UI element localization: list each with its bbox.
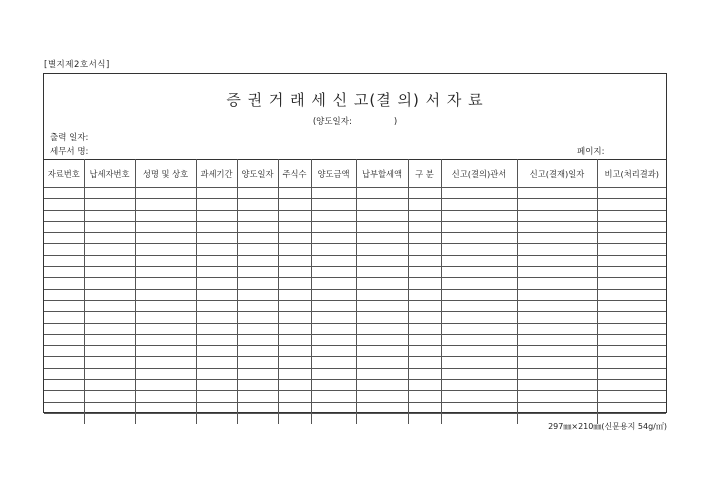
table-row xyxy=(44,188,666,199)
table-cell xyxy=(84,334,135,345)
table-cell xyxy=(408,346,441,357)
table-row xyxy=(44,323,666,334)
table-cell xyxy=(441,334,517,345)
table-cell xyxy=(408,289,441,300)
table-cell xyxy=(135,221,196,232)
table-cell xyxy=(44,233,84,244)
table-cell xyxy=(44,289,84,300)
table-cell xyxy=(135,255,196,266)
column-header: 주식수 xyxy=(278,160,311,188)
table-cell xyxy=(597,244,666,255)
table-cell xyxy=(237,233,278,244)
table-cell xyxy=(356,323,408,334)
table-cell xyxy=(408,300,441,311)
column-header: 양도일자 xyxy=(237,160,278,188)
table-cell xyxy=(441,300,517,311)
table-row xyxy=(44,244,666,255)
table-cell xyxy=(44,402,84,413)
table-cell xyxy=(135,210,196,221)
table-cell xyxy=(135,380,196,391)
table-cell xyxy=(408,188,441,199)
table-cell xyxy=(311,323,356,334)
form-title: 증 권 거 래 세 신 고(결 의) 서 자 료 xyxy=(226,91,484,109)
table-row xyxy=(44,278,666,289)
table-cell xyxy=(597,334,666,345)
table-cell xyxy=(196,380,237,391)
table-cell xyxy=(196,255,237,266)
table-cell xyxy=(278,402,311,413)
table-cell xyxy=(356,357,408,368)
table-cell xyxy=(278,210,311,221)
table-cell xyxy=(311,391,356,402)
table-cell xyxy=(44,255,84,266)
table-cell xyxy=(408,391,441,402)
table-cell xyxy=(597,188,666,199)
table-cell xyxy=(441,278,517,289)
table-cell xyxy=(196,244,237,255)
table-cell xyxy=(135,300,196,311)
table-cell xyxy=(311,334,356,345)
table-row xyxy=(44,357,666,368)
table-cell xyxy=(44,413,84,424)
table-cell xyxy=(237,380,278,391)
table-cell xyxy=(278,346,311,357)
table-cell xyxy=(278,188,311,199)
table-cell xyxy=(135,267,196,278)
table-cell xyxy=(44,210,84,221)
table-cell xyxy=(278,221,311,232)
table-cell xyxy=(237,300,278,311)
table-cell xyxy=(356,312,408,323)
table-cell xyxy=(408,255,441,266)
table-cell xyxy=(278,199,311,210)
table-cell xyxy=(135,346,196,357)
table-cell xyxy=(517,300,597,311)
table-cell xyxy=(441,391,517,402)
table-cell xyxy=(237,368,278,379)
table-cell xyxy=(196,188,237,199)
table-cell xyxy=(84,300,135,311)
table-cell xyxy=(311,312,356,323)
table-cell xyxy=(441,289,517,300)
table-cell xyxy=(441,233,517,244)
table-cell xyxy=(196,391,237,402)
table-cell xyxy=(44,244,84,255)
table-cell xyxy=(278,233,311,244)
table-cell xyxy=(196,334,237,345)
table-cell xyxy=(597,323,666,334)
table-cell xyxy=(311,346,356,357)
table-cell xyxy=(237,188,278,199)
table-cell xyxy=(135,413,196,424)
table-cell xyxy=(356,267,408,278)
table-cell xyxy=(441,267,517,278)
table-cell xyxy=(237,334,278,345)
table-cell xyxy=(84,368,135,379)
column-header: 자료번호 xyxy=(44,160,84,188)
table-cell xyxy=(44,267,84,278)
table-cell xyxy=(237,255,278,266)
table-cell xyxy=(408,413,441,424)
tax-office-label: 세무서 명: xyxy=(50,147,89,157)
table-cell xyxy=(311,188,356,199)
table-cell xyxy=(196,312,237,323)
table-cell xyxy=(196,233,237,244)
table-cell xyxy=(135,312,196,323)
table-cell xyxy=(517,402,597,413)
table-cell xyxy=(356,255,408,266)
table-row xyxy=(44,255,666,266)
table-cell xyxy=(408,267,441,278)
table-cell xyxy=(135,391,196,402)
table-cell xyxy=(84,391,135,402)
table-row xyxy=(44,199,666,210)
table-cell xyxy=(44,199,84,210)
table-cell xyxy=(237,402,278,413)
table-cell xyxy=(84,402,135,413)
table-cell xyxy=(237,267,278,278)
table-cell xyxy=(84,267,135,278)
table-cell xyxy=(597,402,666,413)
transfer-date-label: (양도일자: xyxy=(312,117,352,127)
table-cell xyxy=(441,368,517,379)
table-cell xyxy=(597,391,666,402)
table-cell xyxy=(135,334,196,345)
table-cell xyxy=(237,199,278,210)
table-cell xyxy=(517,267,597,278)
form-frame xyxy=(43,73,667,413)
table-cell xyxy=(84,380,135,391)
table-cell xyxy=(196,199,237,210)
table-cell xyxy=(597,210,666,221)
column-header: 신고(결재)일자 xyxy=(517,160,597,188)
table-cell xyxy=(441,188,517,199)
table-cell xyxy=(408,278,441,289)
table-cell xyxy=(356,334,408,345)
table-cell xyxy=(517,312,597,323)
table-cell xyxy=(441,244,517,255)
table-cell xyxy=(237,391,278,402)
table-cell xyxy=(597,289,666,300)
table-cell xyxy=(84,233,135,244)
table-cell xyxy=(311,368,356,379)
table-cell xyxy=(196,413,237,424)
table-cell xyxy=(135,244,196,255)
table-cell xyxy=(311,357,356,368)
table-cell xyxy=(237,357,278,368)
table-cell xyxy=(311,380,356,391)
table-cell xyxy=(135,402,196,413)
table-cell xyxy=(311,278,356,289)
table-cell xyxy=(597,300,666,311)
table-cell xyxy=(597,233,666,244)
table-cell xyxy=(356,278,408,289)
table-cell xyxy=(408,334,441,345)
table-cell xyxy=(356,221,408,232)
table-cell xyxy=(408,357,441,368)
table-cell xyxy=(84,289,135,300)
table-cell xyxy=(441,402,517,413)
table-cell xyxy=(196,323,237,334)
page-label: 페이지: xyxy=(577,147,605,157)
table-cell xyxy=(311,199,356,210)
table-cell xyxy=(311,210,356,221)
table-cell xyxy=(44,346,84,357)
table-cell xyxy=(597,368,666,379)
table-cell xyxy=(278,413,311,424)
table-header-row xyxy=(44,160,666,188)
table-cell xyxy=(597,380,666,391)
table-cell xyxy=(237,210,278,221)
table-cell xyxy=(597,199,666,210)
table-cell xyxy=(517,233,597,244)
table-cell xyxy=(408,368,441,379)
table-cell xyxy=(597,346,666,357)
table-cell xyxy=(237,413,278,424)
table-cell xyxy=(237,323,278,334)
column-header: 과세기간 xyxy=(196,160,237,188)
table-cell xyxy=(84,255,135,266)
table-cell xyxy=(196,221,237,232)
table-cell xyxy=(356,244,408,255)
table-cell xyxy=(597,255,666,266)
table-cell xyxy=(44,188,84,199)
table-cell xyxy=(356,199,408,210)
table-cell xyxy=(278,391,311,402)
column-header: 성명 및 상호 xyxy=(135,160,196,188)
table-cell xyxy=(356,233,408,244)
table-cell xyxy=(84,221,135,232)
table-cell xyxy=(517,368,597,379)
table-cell xyxy=(44,357,84,368)
table-cell xyxy=(84,312,135,323)
table-cell xyxy=(196,300,237,311)
table-cell xyxy=(237,289,278,300)
table-cell xyxy=(237,221,278,232)
table-cell xyxy=(278,267,311,278)
column-header: 비고(처리결과) xyxy=(597,160,666,188)
table-cell xyxy=(597,267,666,278)
table-cell xyxy=(196,357,237,368)
table-cell xyxy=(517,188,597,199)
table-cell xyxy=(84,278,135,289)
table-cell xyxy=(597,221,666,232)
data-table xyxy=(44,159,666,424)
table-cell xyxy=(517,323,597,334)
table-cell xyxy=(311,289,356,300)
table-cell xyxy=(84,357,135,368)
table-row xyxy=(44,233,666,244)
table-cell xyxy=(356,289,408,300)
table-cell xyxy=(84,210,135,221)
table-cell xyxy=(311,267,356,278)
table-cell xyxy=(44,323,84,334)
table-cell xyxy=(408,323,441,334)
table-cell xyxy=(408,210,441,221)
table-cell xyxy=(441,357,517,368)
table-cell xyxy=(517,221,597,232)
table-cell xyxy=(84,188,135,199)
table-cell xyxy=(517,244,597,255)
table-cell xyxy=(278,357,311,368)
table-cell xyxy=(311,233,356,244)
table-cell xyxy=(44,278,84,289)
table-cell xyxy=(441,199,517,210)
table-cell xyxy=(44,221,84,232)
table-cell xyxy=(196,402,237,413)
table-row xyxy=(44,346,666,357)
table-cell xyxy=(135,357,196,368)
column-header: 구 분 xyxy=(408,160,441,188)
table-cell xyxy=(196,289,237,300)
table-cell xyxy=(278,300,311,311)
table-cell xyxy=(517,334,597,345)
column-header: 양도금액 xyxy=(311,160,356,188)
table-cell xyxy=(311,413,356,424)
table-cell xyxy=(517,255,597,266)
table-cell xyxy=(44,312,84,323)
table-cell xyxy=(237,244,278,255)
table-row xyxy=(44,334,666,345)
column-header: 납세자번호 xyxy=(84,160,135,188)
table-cell xyxy=(196,210,237,221)
table-cell xyxy=(44,391,84,402)
table-row xyxy=(44,210,666,221)
table-cell xyxy=(597,357,666,368)
table-cell xyxy=(135,323,196,334)
table-cell xyxy=(356,380,408,391)
table-cell xyxy=(84,323,135,334)
table-cell xyxy=(196,267,237,278)
table-cell xyxy=(237,312,278,323)
table-cell xyxy=(278,312,311,323)
table-cell xyxy=(135,289,196,300)
form-number-label: [별지제2호서식] xyxy=(44,60,110,70)
table-row xyxy=(44,300,666,311)
transfer-date-line xyxy=(44,115,666,127)
table-cell xyxy=(44,300,84,311)
table-row xyxy=(44,267,666,278)
table-cell xyxy=(311,402,356,413)
table-cell xyxy=(408,380,441,391)
table-cell xyxy=(441,255,517,266)
table-row xyxy=(44,221,666,232)
table-cell xyxy=(278,278,311,289)
table-cell xyxy=(356,368,408,379)
table-cell xyxy=(517,380,597,391)
column-header: 신고(결의)관서 xyxy=(441,160,517,188)
table-row xyxy=(44,380,666,391)
table-row xyxy=(44,391,666,402)
table-cell xyxy=(441,380,517,391)
table-cell xyxy=(278,255,311,266)
table-cell xyxy=(356,413,408,424)
table-cell xyxy=(311,244,356,255)
paper-spec-footer: 297㎜×210㎜(신문용지 54g/㎡) xyxy=(548,422,667,431)
table-cell xyxy=(356,346,408,357)
table-cell xyxy=(356,300,408,311)
column-header: 납부할세액 xyxy=(356,160,408,188)
table-cell xyxy=(44,334,84,345)
table-cell xyxy=(597,278,666,289)
table-cell xyxy=(311,255,356,266)
table-cell xyxy=(278,323,311,334)
print-date-label: 출력 일자: xyxy=(50,133,89,143)
table-cell xyxy=(135,199,196,210)
table-cell xyxy=(441,210,517,221)
table-cell xyxy=(196,346,237,357)
table-cell xyxy=(278,244,311,255)
table-cell xyxy=(196,278,237,289)
table-cell xyxy=(311,221,356,232)
table-cell xyxy=(84,413,135,424)
table-cell xyxy=(441,221,517,232)
table-row xyxy=(44,312,666,323)
table-cell xyxy=(408,402,441,413)
table-cell xyxy=(84,199,135,210)
table-cell xyxy=(408,233,441,244)
table-row xyxy=(44,402,666,413)
table-cell xyxy=(408,221,441,232)
table-cell xyxy=(135,368,196,379)
table-cell xyxy=(278,368,311,379)
table-cell xyxy=(597,312,666,323)
table-cell xyxy=(311,300,356,311)
table-cell xyxy=(441,323,517,334)
table-cell xyxy=(356,188,408,199)
table-cell xyxy=(441,413,517,424)
table-cell xyxy=(44,380,84,391)
table-cell xyxy=(441,346,517,357)
table-cell xyxy=(237,346,278,357)
table-cell xyxy=(517,391,597,402)
table-row xyxy=(44,289,666,300)
table-cell xyxy=(408,244,441,255)
table-cell xyxy=(356,391,408,402)
table-cell xyxy=(44,368,84,379)
table-cell xyxy=(408,199,441,210)
table-cell xyxy=(135,233,196,244)
table-cell xyxy=(356,210,408,221)
table-cell xyxy=(441,312,517,323)
table-body xyxy=(44,188,666,425)
table-cell xyxy=(356,402,408,413)
table-cell xyxy=(196,368,237,379)
table-cell xyxy=(278,289,311,300)
table-cell xyxy=(517,357,597,368)
table-cell xyxy=(517,289,597,300)
table-cell xyxy=(517,278,597,289)
table-cell xyxy=(237,278,278,289)
table-cell xyxy=(517,210,597,221)
table-cell xyxy=(278,334,311,345)
table-cell xyxy=(517,346,597,357)
table-cell xyxy=(135,278,196,289)
table-cell xyxy=(278,380,311,391)
table-cell xyxy=(408,312,441,323)
table-row xyxy=(44,368,666,379)
table-cell xyxy=(84,244,135,255)
transfer-date-close: ) xyxy=(393,117,398,127)
table-cell xyxy=(517,199,597,210)
table-cell xyxy=(84,346,135,357)
table-cell xyxy=(135,188,196,199)
